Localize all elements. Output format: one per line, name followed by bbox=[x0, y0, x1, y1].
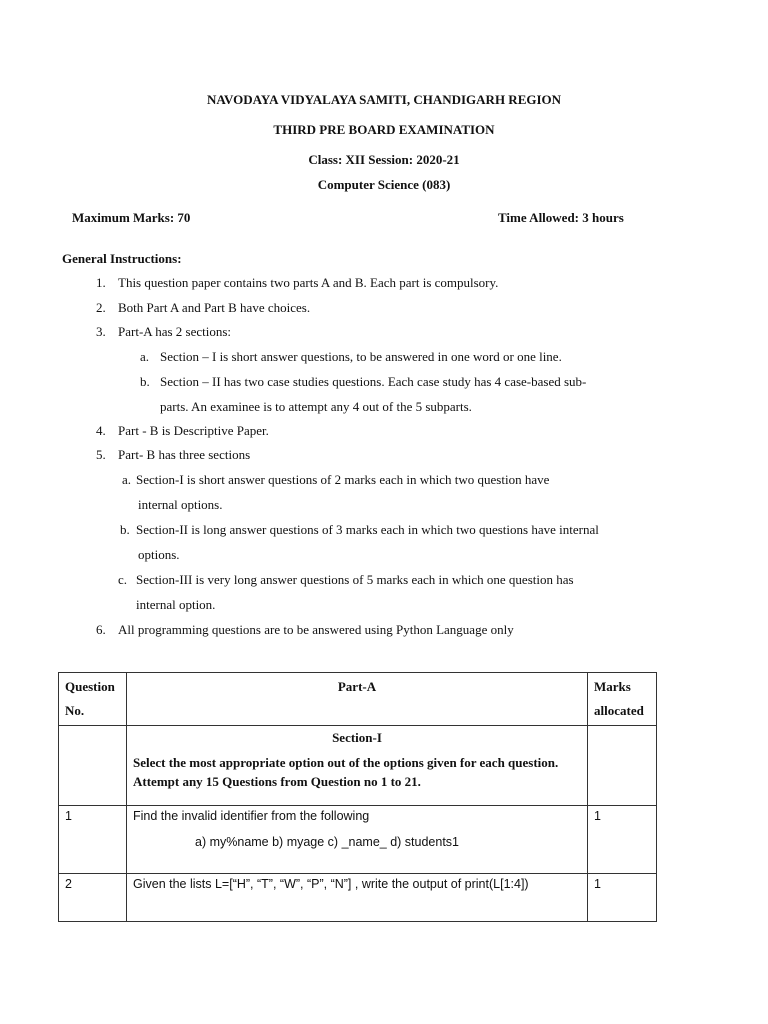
instruction-text: Section-II is long answer questions of 3 marks each in which two questions have internal bbox=[136, 522, 599, 537]
exam-title: THIRD PRE BOARD EXAMINATION bbox=[273, 122, 495, 137]
question-text: Find the invalid identifier from the following bbox=[133, 809, 370, 823]
instruction-text-continued: parts. An examinee is to attempt any 4 out of the 5 subparts. bbox=[160, 399, 472, 414]
question-no-header: Question No. bbox=[59, 673, 127, 726]
instruction-text: Section-III is very long answer questions of 5 marks each in which one question has bbox=[136, 572, 574, 587]
instruction-subitem: c. bbox=[118, 572, 128, 587]
part-header: Part-A bbox=[127, 673, 588, 726]
instruction-text-continued: internal option. bbox=[136, 597, 216, 612]
question-text: Given the lists L=[“H”, “T”, “W”, “P”, “N”] , write the output of print(L[1:4]) bbox=[133, 877, 529, 891]
instruction-subitem: a. bbox=[122, 472, 132, 487]
question-marks: 1 bbox=[588, 874, 657, 922]
max-marks: Maximum Marks: 70 bbox=[72, 210, 191, 225]
section-instruction: Select the most appropriate option out of the options given for each question. Attempt any 15 Questions from Question no 1 to 21. bbox=[133, 755, 559, 789]
instruction-subitem: b. bbox=[140, 374, 150, 389]
section-cell bbox=[127, 726, 588, 806]
question-marks: 1 bbox=[588, 806, 657, 874]
instruction-item: 2. bbox=[96, 300, 106, 315]
instruction-text: Section-I is short answer questions of 2 marks each in which two question have bbox=[136, 472, 550, 487]
instruction-text-continued: internal options. bbox=[138, 497, 223, 512]
instruction-text: Part- B has three sections bbox=[118, 447, 251, 462]
instruction-text: Section – II has two case studies questions. Each case study has 4 case-based sub- bbox=[160, 374, 587, 389]
instruction-item: 4. bbox=[96, 423, 106, 438]
instruction-text-continued: options. bbox=[138, 547, 180, 562]
instruction-item: 6. bbox=[96, 622, 106, 637]
section-title: Section-I bbox=[332, 730, 382, 745]
organization-title: NAVODAYA VIDYALAYA SAMITI, CHANDIGARH REGION bbox=[206, 92, 562, 107]
question-number: 1 bbox=[59, 806, 127, 874]
instruction-subitem: a. bbox=[140, 349, 150, 364]
time-allowed: Time Allowed: 3 hours bbox=[498, 210, 624, 225]
table-row bbox=[59, 806, 657, 874]
class-session: Class: XII Session: 2020-21 bbox=[308, 152, 460, 167]
instruction-item: 5. bbox=[96, 447, 106, 462]
instruction-text: All programming questions are to be answered using Python Language only bbox=[118, 622, 514, 637]
subject-title: Computer Science (083) bbox=[317, 177, 451, 192]
instruction-text: Both Part A and Part B have choices. bbox=[118, 300, 311, 315]
instruction-text: Part - B is Descriptive Paper. bbox=[118, 423, 269, 438]
marks-header: Marks allocated bbox=[588, 673, 657, 726]
instruction-text: Section – I is short answer questions, to be answered in one word or one line. bbox=[160, 349, 562, 364]
instruction-text: This question paper contains two parts A and B. Each part is compulsory. bbox=[118, 275, 499, 290]
question-number: 2 bbox=[59, 874, 127, 922]
question-table bbox=[58, 672, 657, 922]
table-row bbox=[59, 874, 657, 922]
instruction-item: 1. bbox=[96, 275, 106, 290]
question-options: a) my%name b) myage c) _name_ d) students1 bbox=[195, 835, 460, 849]
table-header-row bbox=[59, 673, 657, 726]
instruction-item: 3. bbox=[96, 324, 106, 339]
instruction-text: Part-A has 2 sections: bbox=[118, 324, 232, 339]
section-row bbox=[59, 726, 657, 806]
question-cell bbox=[127, 806, 588, 874]
instructions-heading: General Instructions: bbox=[62, 251, 182, 266]
question-cell bbox=[127, 874, 588, 922]
instruction-subitem: b. bbox=[120, 522, 130, 537]
